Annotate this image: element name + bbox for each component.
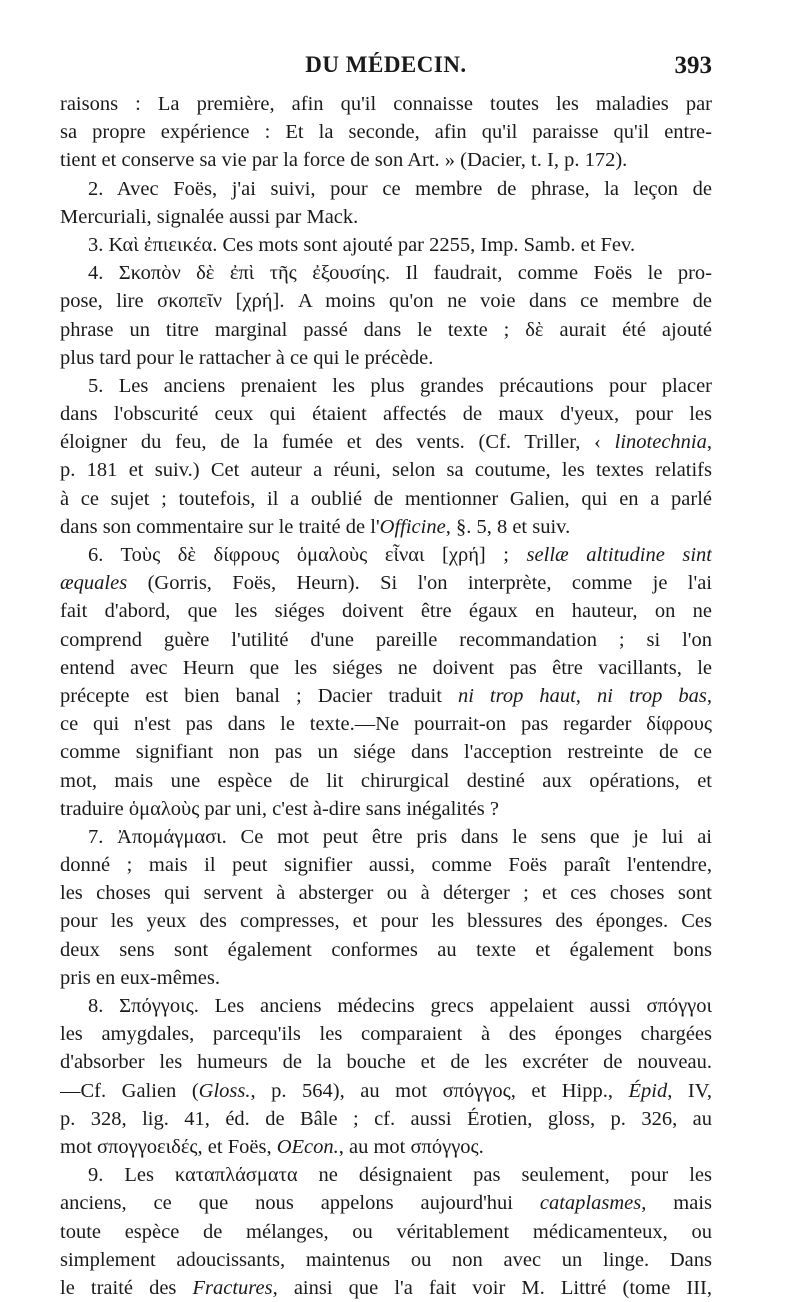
text-line: les amygdales, parcequ'ils les comparaient à des éponges chargées [60, 1023, 712, 1046]
text-line: traduire ὁμαλοὺς par uni, c'est à-dire sans inégalités ? [60, 797, 499, 820]
text-line: entend avec Heurn que les siéges ne doivent pas être vacillants, le [60, 656, 712, 679]
text-line: le traité des Fractures, ainsi que l'a fait voir M. Littré (tome III, [60, 1276, 712, 1299]
note-7-line: 7. Ἀπομάγμασι. Ce mot peut être pris dans le sens que je lui ai [88, 825, 712, 848]
text-line: Mercuriali, signalée aussi par Mack. [60, 205, 359, 228]
text-line: précepte est bien banal ; Dacier traduit ni trop haut, ni trop bas, [60, 684, 712, 707]
note-8-line: 8. Σπόγγοις. Les anciens médecins grecs appelaient aussi σπόγγοι [88, 995, 712, 1017]
text-line: —Cf. Galien (Gloss., p. 564), au mot σπόγγος, et Hipp., Épid, IV, [60, 1079, 712, 1102]
text-line: fait d'abord, que les siéges doivent être égaux en hauteur, on ne [60, 600, 712, 623]
text-line: dans l'obscurité ceux qui étaient affectés de maux d'yeux, pour les [60, 403, 712, 426]
text-line: pris en eux-mêmes. [60, 966, 220, 989]
text-line: pose, lire σκοπεῖν [χρή]. A moins qu'on ne voie dans ce membre de [60, 290, 712, 313]
text-line: donné ; mais il peut signifier aussi, comme Foës paraît l'entendre, [60, 854, 712, 877]
text-line: deux sens sont également conformes au texte et également bons [60, 938, 712, 961]
note-5-line: 5. Les anciens prenaient les plus grandes précautions pour placer [88, 374, 712, 397]
text-line: comprend guère l'utilité d'une pareille recommandation ; si l'on [60, 628, 712, 651]
note-9-line: 9. Les καταπλάσματα ne désignaient pas seulement, pour les [88, 1164, 712, 1187]
running-title: DU MÉDECIN. [305, 52, 467, 77]
note-6-line: 6. Τοὺς δὲ δίφρους ὁμαλοὺς εἶναι [χρή] ; sellæ altitudine sint [88, 544, 712, 566]
text-line: les choses qui servent à absterger ou à déterger ; et ces choses sont [60, 882, 712, 905]
text-line: raisons : La première, afin qu'il connaisse toutes les maladies par [60, 93, 712, 115]
text-line: dans son commentaire sur le traité de l'Officine, §. 5, 8 et suiv. [60, 515, 571, 538]
note-2-line: 2. Avec Foës, j'ai suivi, pour ce membre de phrase, la leçon de [88, 177, 712, 200]
text-line: tient et conserve sa vie par la force de son Art. » (Dacier, t. I, p. 172). [60, 149, 628, 172]
text-line: æquales (Gorris, Foës, Heurn). Si l'on interprète, comme je l'ai [60, 572, 712, 595]
note-3-line: 3. Καὶ ἐπιεικέα. Ces mots sont ajouté par 2255, Imp. Samb. et Fev. [88, 233, 636, 256]
text-line: plus tard pour le rattacher à ce qui le précède. [60, 346, 434, 369]
text-line: p. 181 et suiv.) Cet auteur a réuni, selon sa coutume, les textes relatifs [60, 459, 712, 482]
page-number: 393 [674, 52, 712, 79]
text-line: toute espèce de mélanges, ou véritablement médicamenteux, ou [60, 1220, 712, 1243]
footnotes-body [60, 90, 712, 1302]
text-line: simplement adoucissants, maintenus ou non avec un linge. Dans [60, 1248, 712, 1271]
text-line: sa propre expérience : Et la seconde, afin qu'il paraisse qu'il entre- [60, 121, 712, 144]
text-line: d'absorber les humeurs de la bouche et de les excréter de nouveau. [60, 1051, 712, 1074]
page-header [60, 52, 712, 88]
text-line: pour les yeux des compresses, et pour les blessures des éponges. Ces [60, 910, 712, 933]
note-4-line: 4. Σκοπὸν δὲ ἐπὶ τῆς ἐξουσίης. Il faudrait, comme Foës le pro- [88, 262, 712, 285]
text-line: mot σπογγοειδές, et Foës, OEcon., au mot σπόγγος. [60, 1135, 484, 1158]
text-line: mot, mais une espèce de lit chirurgical destiné aux opérations, et [60, 769, 712, 792]
text-line: p. 328, lig. 41, éd. de Bâle ; cf. aussi Érotien, gloss, p. 326, au [60, 1107, 712, 1130]
text-line: phrase un titre marginal passé dans le texte ; δὲ aurait été ajouté [60, 318, 712, 341]
text-line: éloigner du feu, de la fumée et des vents. (Cf. Triller, ‹ linotechnia, [60, 431, 712, 454]
text-line: anciens, ce que nous appelons aujourd'hui cataplasmes, mais [60, 1192, 712, 1215]
text-line: ce qui n'est pas dans le texte.—Ne pourrait-on pas regarder δίφρους [60, 713, 712, 736]
text-line: comme signifiant non pas un siége dans l'acception restreinte de ce [60, 741, 712, 764]
text-line: à ce sujet ; toutefois, il a oublié de mentionner Galien, qui en a parlé [60, 487, 712, 510]
